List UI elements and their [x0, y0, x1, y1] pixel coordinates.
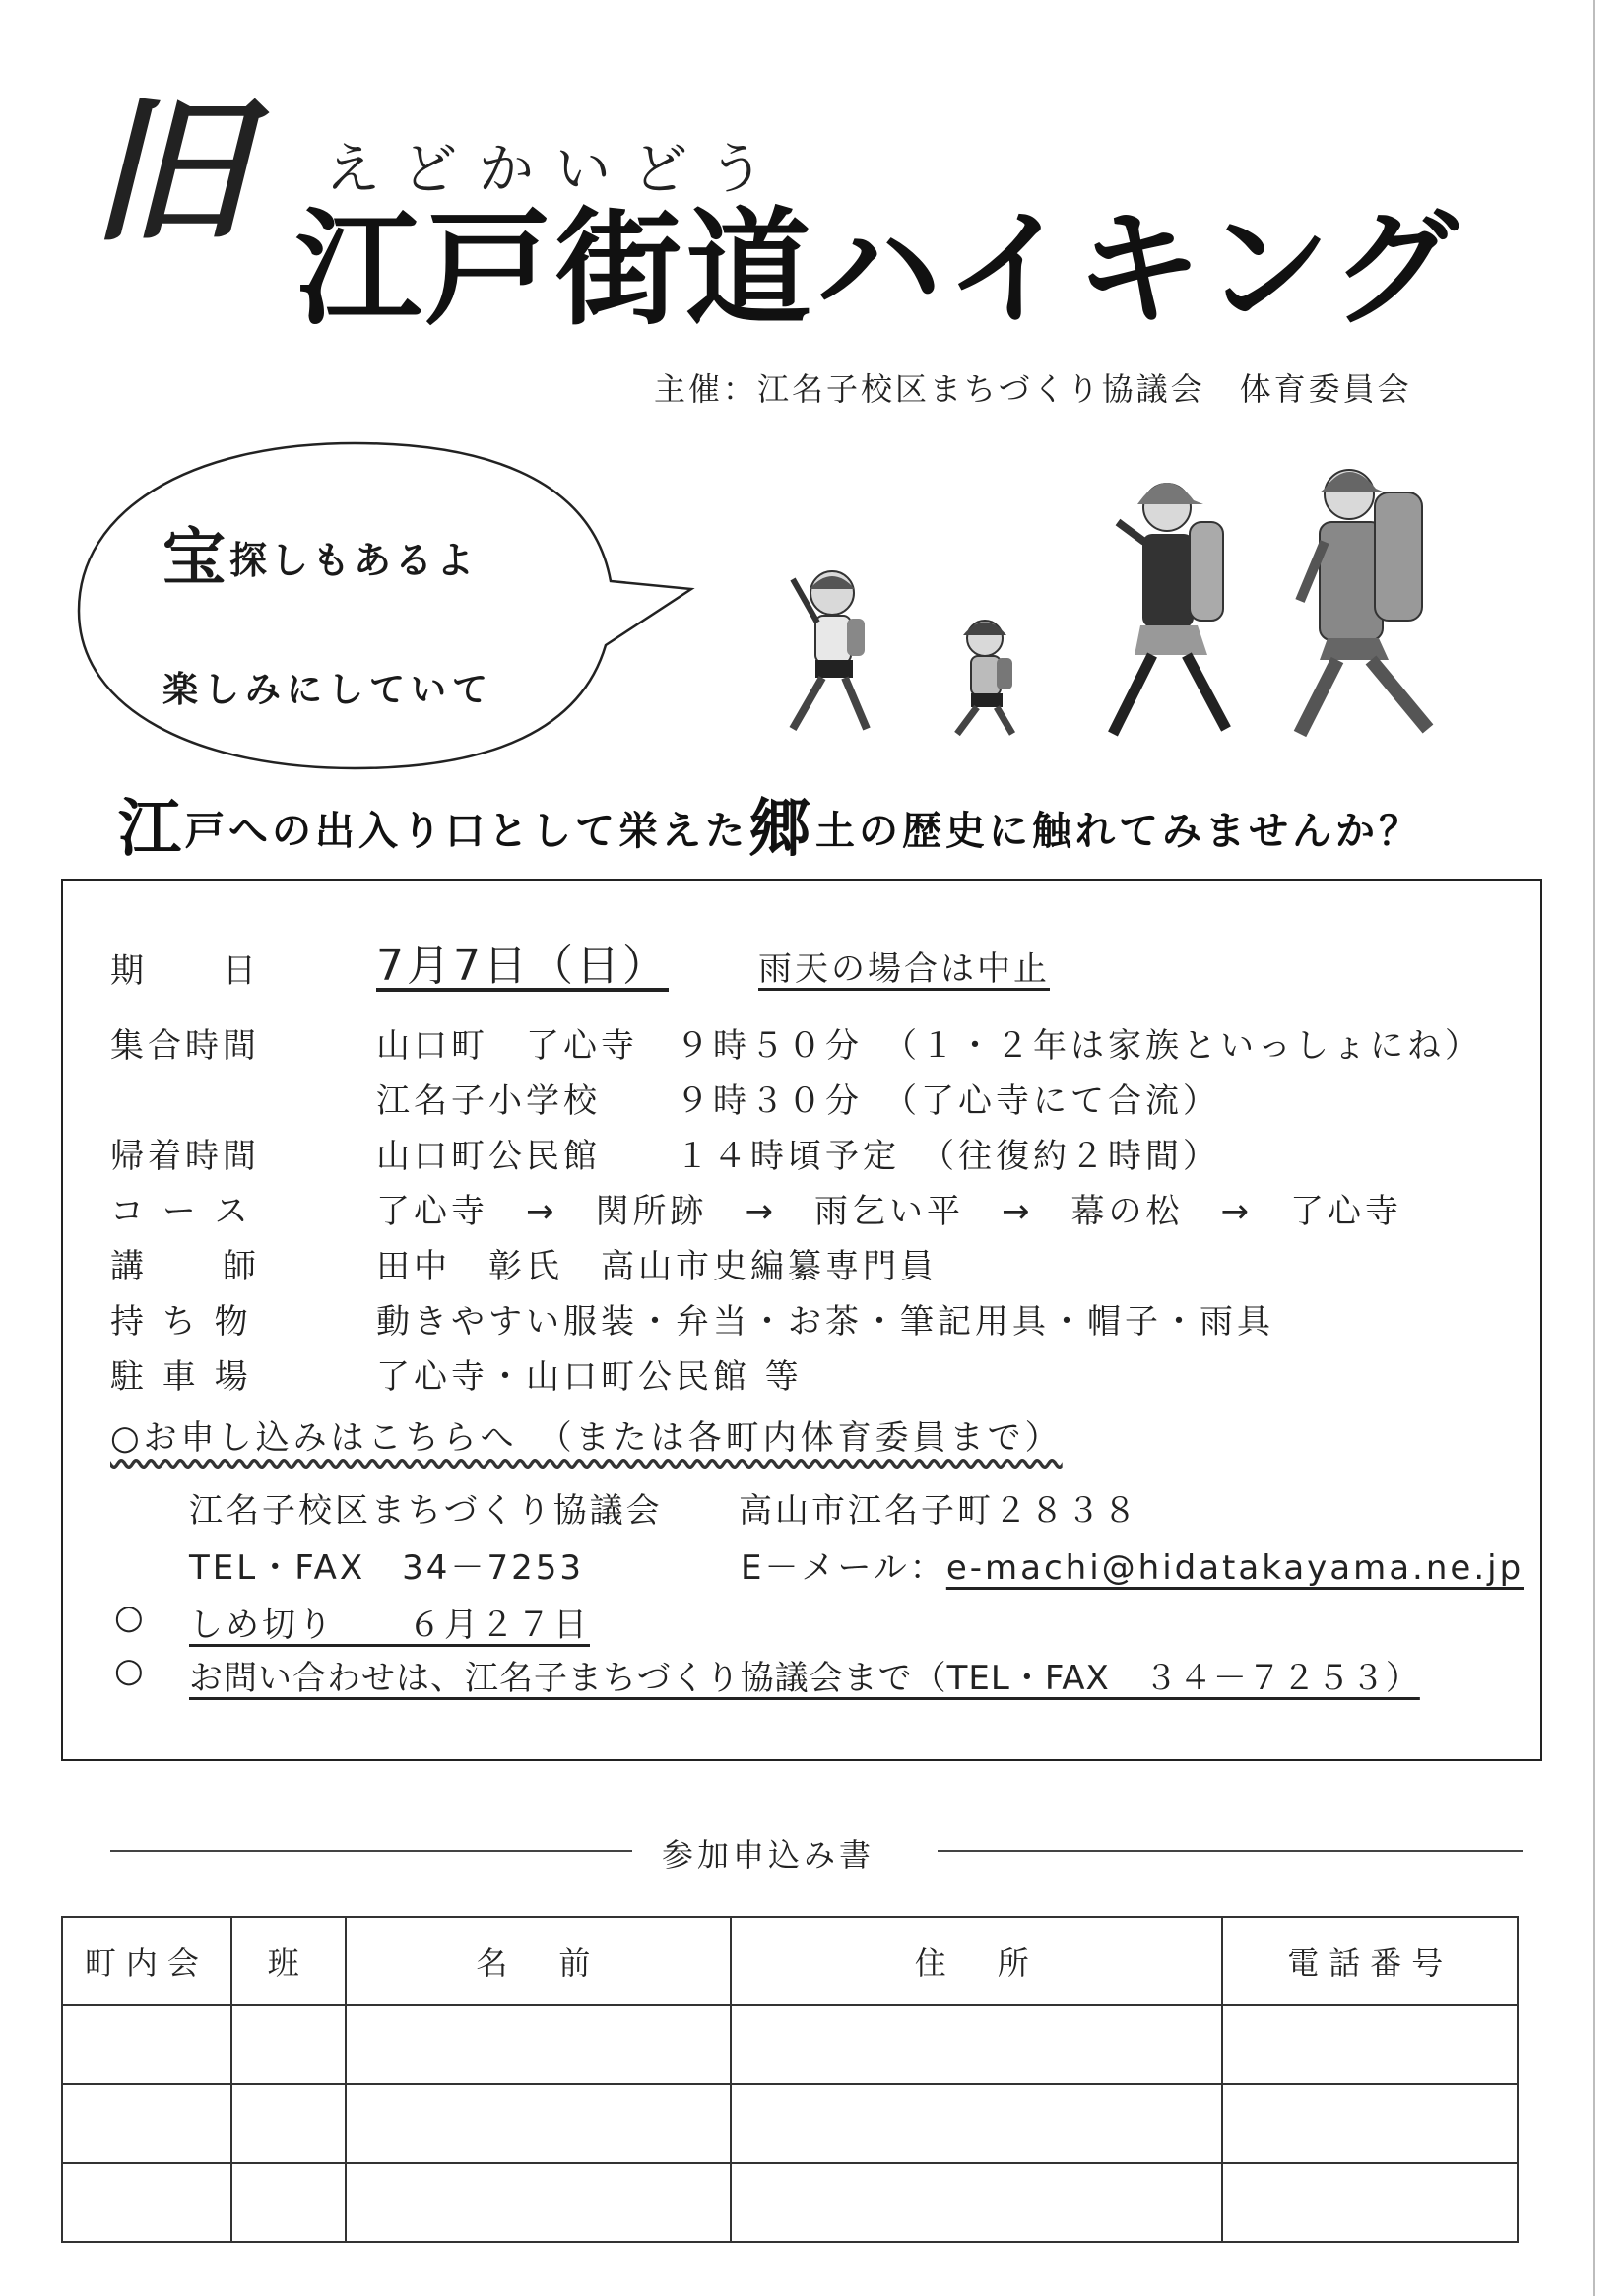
lecturer: 田中 彰氏 高山市史編纂専門員: [376, 1247, 938, 1286]
form-cell[interactable]: [346, 2163, 731, 2242]
form-title: 参加申込み書: [662, 1836, 875, 1873]
gather-label: 集合時間: [110, 1026, 260, 1066]
inquiry: お問い合わせは、江名子まちづくり協議会まで（TEL・FAX ３４－７２５３）: [189, 1659, 1420, 1698]
tagline: 江戸への出入り口として栄えた郷土の歴史に触れてみませんか？: [118, 793, 1422, 866]
child-hiker-2: [957, 621, 1012, 734]
items-to-bring: 動きやすい服装・弁当・お茶・筆記用具・帽子・雨具: [376, 1302, 1274, 1342]
table-row: [62, 2163, 1518, 2242]
gather-time-2: 江名子小学校 ９時３０分 （了心寺にて合流）: [376, 1082, 1220, 1121]
deadline-bullet: ○: [114, 1598, 147, 1637]
items-label: 持 ち 物: [110, 1302, 252, 1342]
return-time: 山口町公民館 １４時頃予定 （往復約２時間）: [376, 1137, 1220, 1176]
date-label: 期 日: [110, 951, 260, 991]
form-cell[interactable]: [62, 2084, 231, 2163]
form-cell[interactable]: [346, 2005, 731, 2084]
tel-fax: TEL・FAX 34－7253: [189, 1548, 584, 1588]
title-prefix: 旧: [80, 80, 285, 264]
form-cell[interactable]: [231, 2084, 346, 2163]
form-cell[interactable]: [731, 2084, 1222, 2163]
form-cell[interactable]: [1222, 2163, 1518, 2242]
page-title: 江戸街道ハイキング: [295, 196, 1462, 343]
table-header-row: [62, 1917, 1518, 2005]
form-cell[interactable]: [62, 2163, 231, 2242]
application-form-table: [61, 1916, 1519, 2243]
table-row: [62, 2005, 1518, 2084]
form-cell[interactable]: [731, 2005, 1222, 2084]
course-route: 了心寺 → 関所跡 → 雨乞い平 → 幕の松 → 了心寺: [376, 1192, 1402, 1231]
adult-hiker-man: [1300, 470, 1428, 734]
column-header: 名 前: [346, 1917, 731, 2005]
column-header: 電話番号: [1222, 1917, 1518, 2005]
parking: 了心寺・山口町公民館 等: [376, 1357, 803, 1397]
column-header: 住 所: [731, 1917, 1222, 2005]
email-label: E－メール：: [741, 1548, 946, 1588]
org-name: 江名子校区まちづくり協議会: [189, 1491, 663, 1531]
org-address: 高山市江名子町２８３８: [739, 1491, 1139, 1531]
form-cell[interactable]: [1222, 2005, 1518, 2084]
speech-bubble: [59, 433, 709, 788]
form-rule-left: [110, 1850, 632, 1852]
column-header: 班: [231, 1917, 346, 2005]
event-date: 7月7日（日）: [376, 941, 669, 991]
page-edge-line: [1593, 0, 1595, 2296]
return-label: 帰着時間: [110, 1137, 260, 1176]
parking-label: 駐 車 場: [110, 1357, 252, 1397]
bubble-text-1: 宝探しもあるよ: [162, 522, 479, 595]
form-cell[interactable]: [231, 2005, 346, 2084]
rain-note: 雨天の場合は中止: [758, 950, 1050, 989]
organizer: 主催：江名子校区まちづくり協議会 体育委員会: [654, 370, 1412, 408]
form-rule-right: [938, 1850, 1523, 1852]
bubble-text-2: 楽しみにしていて: [162, 670, 494, 710]
form-cell[interactable]: [346, 2084, 731, 2163]
deadline: しめ切り ６月２７日: [189, 1606, 590, 1645]
lecturer-label: 講 師: [110, 1247, 260, 1286]
course-label: コ ー ス: [110, 1192, 252, 1231]
email-line: [741, 1541, 1524, 1589]
hikers-illustration: [748, 453, 1497, 749]
table-row: [62, 2084, 1518, 2163]
form-cell[interactable]: [1222, 2084, 1518, 2163]
column-header: 町内会: [62, 1917, 231, 2005]
form-cell[interactable]: [231, 2163, 346, 2242]
title-ruby: えどかいどう: [325, 138, 786, 202]
apply-heading: ○お申し込みはこちらへ （または各町内体育委員まで）: [110, 1418, 1063, 1458]
form-cell[interactable]: [731, 2163, 1222, 2242]
inquiry-bullet: ○: [114, 1651, 147, 1690]
child-hiker-1: [793, 571, 867, 729]
adult-hiker-woman: [1113, 483, 1226, 734]
gather-time-1: 山口町 了心寺 ９時５０分 （１・２年は家族といっしょにね）: [376, 1026, 1482, 1066]
form-cell[interactable]: [62, 2005, 231, 2084]
email-link[interactable]: e-machi@hidatakayama.ne.jp: [945, 1548, 1524, 1588]
